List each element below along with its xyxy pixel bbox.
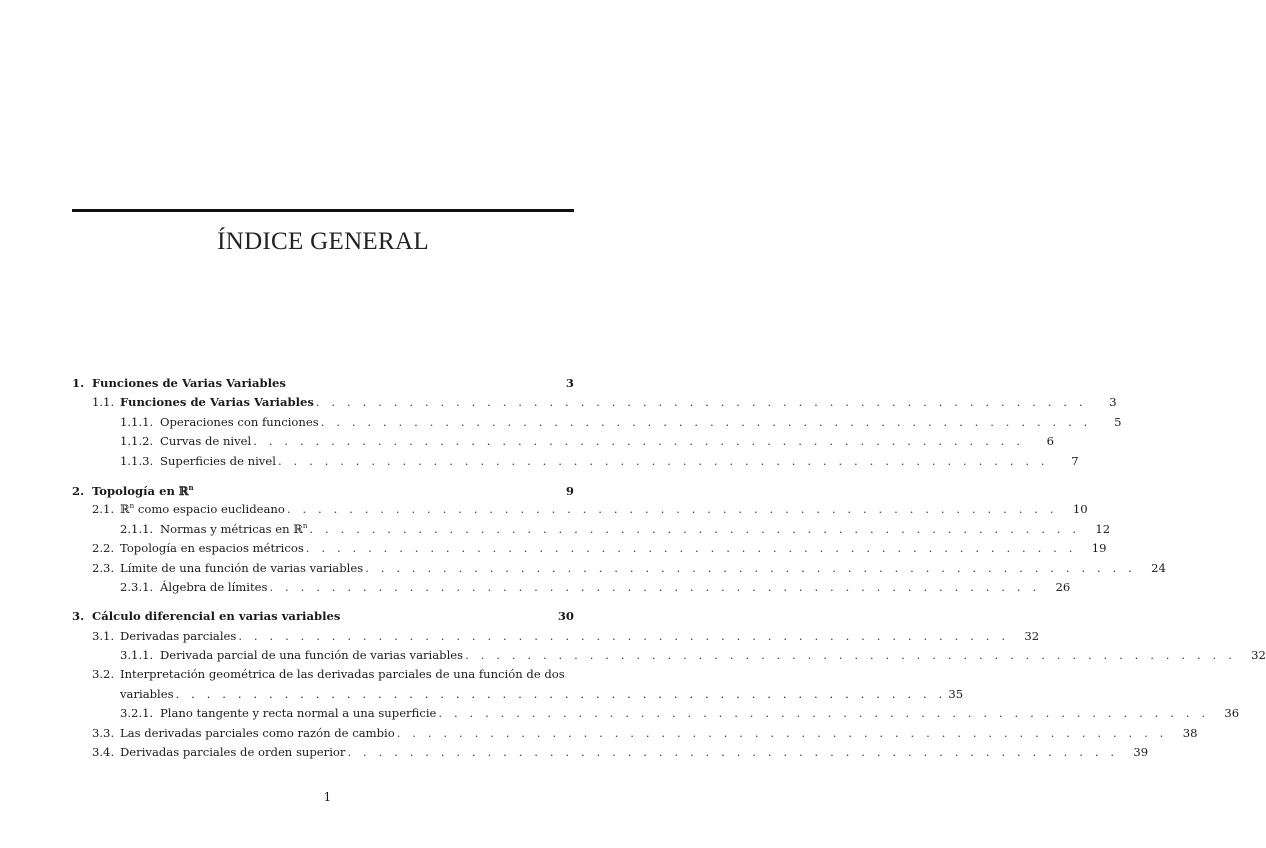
toc-page: 36: [1224, 706, 1240, 721]
toc-page: 38: [1182, 725, 1198, 740]
toc-subsection-1-1-1[interactable]: [72, 414, 1122, 434]
toc-title: Curvas de nivel: [160, 434, 252, 449]
toc-subsection-1-1-2[interactable]: [72, 434, 1054, 453]
toc-title: Topología en ℝ$^n$: [92, 482, 194, 498]
dot-leader: . . . . . . . . . . . . . . . . . . . . . . . . . . . . . . . . . . . . . . . . . . . . . . . . . .: [315, 395, 1087, 410]
toc-section-3-1[interactable]: [72, 628, 1040, 648]
toc-page: 19: [1091, 541, 1107, 556]
dot-leader: . . . . . . . . . . . . . . . . . . . . . . . . . . . . . . . . . . . . . . . . . . . . . . . . . .: [320, 414, 1092, 429]
toc-subsection-2-1-1[interactable]: [72, 521, 1111, 541]
toc-title: Álgebra de límites: [160, 579, 268, 594]
toc-number: 3.: [72, 609, 85, 624]
toc-title: Derivadas parciales: [120, 628, 237, 643]
dot-leader: . . . . . . . . . . . . . . . . . . . . . . . . . . . . . . . . . . . . . . . . . . . . . . . . . .: [396, 725, 1168, 740]
toc-chapter-1[interactable]: [72, 376, 574, 395]
toc-number: 1.1.: [92, 395, 115, 410]
toc-section-1-1[interactable]: [72, 395, 1117, 414]
toc-section-3-4[interactable]: [72, 745, 1149, 764]
toc-subsection-3-2-1[interactable]: [72, 706, 1240, 725]
toc-title: ℝ$^n$ como espacio euclideano: [120, 502, 285, 517]
dot-leader: . . . . . . . . . . . . . . . . . . . . . . . . . . . . . . . . . . . . . . . . . . . . . . . . . .: [365, 560, 1136, 575]
toc-title-continued: variables: [120, 686, 174, 701]
page-title: ÍNDICE GENERAL: [217, 228, 429, 255]
toc-page: 6: [1046, 434, 1054, 449]
title-rule: [72, 209, 574, 212]
toc-number: 3.4.: [92, 745, 115, 760]
toc-number: 2.1.: [92, 502, 115, 517]
toc-page: 10: [1072, 502, 1088, 517]
toc-title: Superficies de nivel: [160, 453, 276, 468]
toc-title: Derivadas parciales de orden superior: [120, 745, 346, 760]
dot-leader: . . . . . . . . . . . . . . . . . . . . . . . . . . . . . . . . . . . . . . . . . . . . . . . . . .: [238, 628, 1010, 643]
toc-subsection-3-1-1[interactable]: [72, 648, 1266, 667]
toc-title: Límite de una función de varias variables: [120, 560, 364, 575]
toc-page: 3: [565, 376, 574, 390]
toc-section-2-1[interactable]: [72, 502, 1088, 521]
toc-title: Plano tangente y recta normal a una superficie: [160, 706, 437, 721]
toc-number: 1.: [72, 376, 85, 390]
toc-page: 7: [1071, 453, 1079, 468]
toc-number: 1.1.1.: [120, 414, 154, 429]
toc-number: 1.1.2.: [120, 434, 154, 449]
dot-leader: . . . . . . . . . . . . . . . . . . . . . . . . . . . . . . . . . . . . . . . . . . . . . . . . . .: [175, 686, 947, 701]
toc-section-2-2[interactable]: [72, 541, 1107, 560]
toc-number: 2.2.: [92, 541, 115, 556]
toc-page: 26: [1055, 579, 1071, 594]
dot-leader: . . . . . . . . . . . . . . . . . . . . . . . . . . . . . . . . . . . . . . . . . . . . . . . . . .: [438, 706, 1210, 721]
toc-page: 35: [948, 686, 964, 701]
toc-subsection-1-1-3[interactable]: [72, 453, 1079, 473]
toc-page: 39: [1133, 745, 1149, 760]
toc-page: 24: [1151, 560, 1166, 575]
page-number: 1: [323, 790, 332, 804]
dot-leader: . . . . . . . . . . . . . . . . . . . . . . . . . . . . . . . . . . . . . . . . . . . . . . . . . .: [253, 434, 1024, 449]
toc-number: 3.3.: [92, 725, 115, 740]
toc-number: 3.1.: [92, 628, 115, 643]
toc-page: 12: [1095, 521, 1111, 536]
toc-number: 2.1.1.: [120, 521, 154, 536]
toc-title: Las derivadas parciales como razón de cambio: [120, 725, 395, 740]
dot-leader: . . . . . . . . . . . . . . . . . . . . . . . . . . . . . . . . . . . . . . . . . . . . . . . . . .: [309, 521, 1081, 536]
dot-leader: . . . . . . . . . . . . . . . . . . . . . . . . . . . . . . . . . . . . . . . . . . . . . . . . . .: [465, 648, 1236, 663]
toc-page: 32: [1251, 648, 1266, 663]
toc-chapter-2[interactable]: [72, 483, 574, 502]
toc-title: Cálculo diferencial en varias variables: [92, 609, 341, 624]
toc-title: Normas y métricas en ℝ$^n$: [160, 521, 308, 536]
toc-page: 3: [1109, 395, 1117, 410]
toc-page: 30: [557, 609, 574, 624]
toc-number: 2.3.: [92, 560, 115, 575]
toc-page: 32: [1024, 628, 1040, 643]
toc-title: Operaciones con funciones: [160, 414, 319, 429]
toc-page: 9: [565, 483, 574, 498]
table-of-contents: [72, 376, 1266, 764]
dot-leader: . . . . . . . . . . . . . . . . . . . . . . . . . . . . . . . . . . . . . . . . . . . . . . . . . .: [277, 453, 1049, 468]
toc-number: 2.3.1.: [120, 579, 154, 594]
toc-title: Funciones de Varias Variables: [92, 376, 286, 390]
toc-section-3-3[interactable]: [72, 725, 1198, 745]
toc-title: Derivada parcial de una función de varias variables: [160, 648, 464, 663]
toc-page: 5: [1114, 414, 1122, 429]
toc-title: Interpretación geométrica de las derivadas parciales de una función de dos: [120, 667, 565, 682]
dot-leader: . . . . . . . . . . . . . . . . . . . . . . . . . . . . . . . . . . . . . . . . . . . . . . . . . .: [347, 745, 1119, 760]
toc-section-3-2[interactable]: [72, 667, 574, 686]
toc-chapter-3[interactable]: [72, 609, 574, 628]
toc-number: 3.1.1.: [120, 648, 154, 663]
toc-title: Funciones de Varias Variables: [120, 395, 314, 410]
dot-leader: . . . . . . . . . . . . . . . . . . . . . . . . . . . . . . . . . . . . . . . . . . . . . . . . . .: [305, 541, 1077, 556]
toc-number: 1.1.3.: [120, 453, 154, 468]
toc-title: Topología en espacios métricos: [120, 541, 304, 556]
toc-subsection-2-3-1[interactable]: [72, 579, 1071, 599]
toc-section-2-3[interactable]: [72, 560, 1166, 580]
toc-section-3-2-continued[interactable]: [72, 686, 964, 706]
toc-number: 3.2.1.: [120, 706, 154, 721]
dot-leader: . . . . . . . . . . . . . . . . . . . . . . . . . . . . . . . . . . . . . . . . . . . . . . . . . .: [269, 579, 1041, 594]
toc-number: 2.: [72, 483, 85, 498]
toc-number: 3.2.: [92, 667, 115, 682]
dot-leader: . . . . . . . . . . . . . . . . . . . . . . . . . . . . . . . . . . . . . . . . . . . . . . . . . .: [286, 502, 1058, 517]
